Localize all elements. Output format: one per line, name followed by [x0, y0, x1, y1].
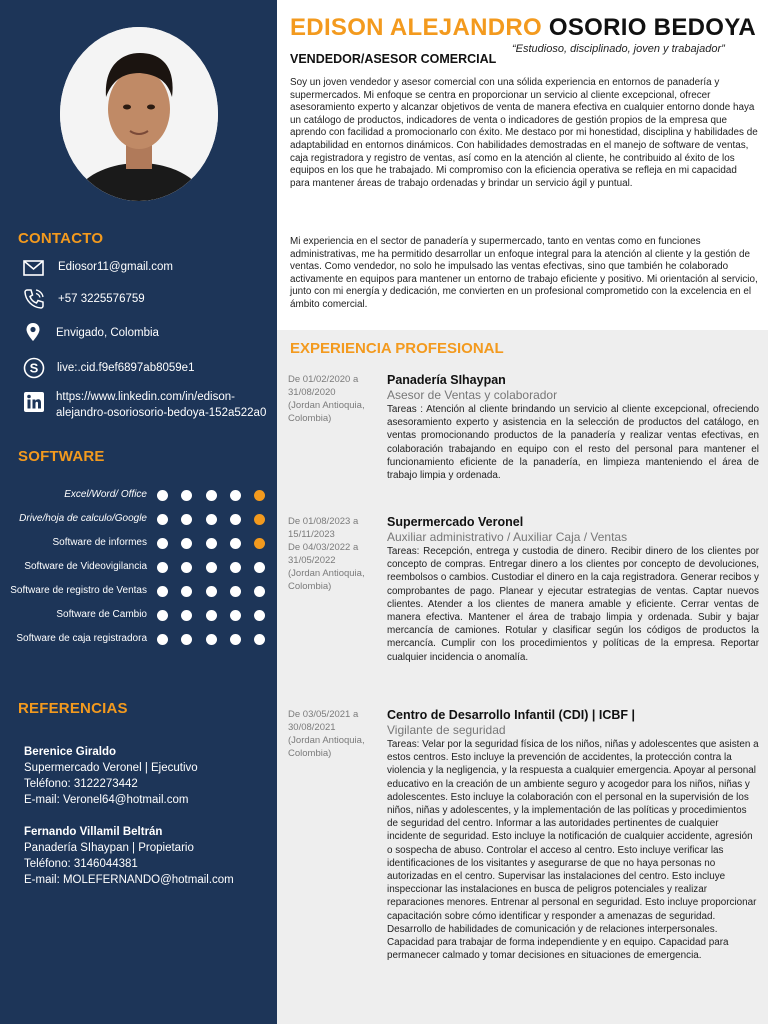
skill-level-dot [254, 514, 265, 525]
contact-linkedin-row [22, 390, 272, 424]
skill-level-dot [181, 586, 192, 597]
skill-level-dot [230, 562, 241, 573]
reference-phone: Teléfono: 3146044381 [24, 858, 138, 870]
skill-level-dot [181, 538, 192, 549]
software-skill-label: Software de Cambio [56, 609, 147, 620]
skill-level-dot [230, 634, 241, 645]
profile-photo [60, 27, 218, 201]
job-position: Asesor de Ventas y colaborador [387, 388, 558, 402]
job-role: VENDEDOR/ASESOR COMERCIAL [290, 52, 497, 66]
reference-phone: Teléfono: 3122273442 [24, 778, 138, 790]
skill-level-dot [157, 586, 168, 597]
envelope-icon [22, 256, 46, 280]
skill-level-dot [230, 610, 241, 621]
skill-level-dot [181, 514, 192, 525]
skill-level-dot [230, 514, 241, 525]
location-pin-icon [22, 321, 46, 345]
linkedin-icon [22, 390, 46, 414]
summary-paragraph: Mi experiencia en el sector de panadería y supermercado, tanto en ventas como en funciones administrativas, me ha permitido desarrollar un enfoque integral para la atención al cliente y la gestión de ventas. Como vendedor, no solo he impulsado las ventas efectivas, sino que también he colaborado activamente en equipos para mantener un entorno de trabajo eficiente y positivo. Mi orientación al servicio, junto con mi energía y dedicación, me convierten en un profesional comprometido con la excelencia en el ámbito comercial. [290, 236, 758, 310]
contact-skype[interactable]: live:.cid.f9ef6897ab8059e1 [57, 362, 195, 374]
contact-skype-row [22, 356, 272, 380]
contact-email-row [22, 256, 272, 280]
software-skill-label: Software de caja registradora [16, 633, 147, 644]
references-section-title: REFERENCIAS [18, 700, 128, 717]
svg-text:S: S [29, 360, 39, 376]
software-skill-label: Software de Videovigilancia [24, 561, 147, 572]
skill-level-dot [206, 538, 217, 549]
skill-level-dot [206, 562, 217, 573]
software-skill-row [0, 583, 277, 599]
reference-company: Supermercado Veronel | Ejecutivo [24, 762, 198, 774]
software-skill-row [0, 535, 277, 551]
linkedin-url-line-2[interactable]: alejandro-osoriosorio-bedoya-152a522a0 [56, 407, 267, 419]
contact-linkedin[interactable] [56, 389, 266, 421]
skill-level-dot [157, 562, 168, 573]
software-skill-row [0, 631, 277, 647]
software-skill-row [0, 511, 277, 527]
job-position: Vigilante de seguridad [387, 723, 506, 737]
skill-level-dot [254, 490, 265, 501]
software-skill-label: Software de informes [52, 537, 147, 548]
full-name [290, 14, 756, 42]
skill-level-dot [157, 514, 168, 525]
job-date: De 03/05/2021 a 30/08/2021 (Jordan Antioquia, Colombia) [288, 709, 365, 759]
job-description: Tareas : Atención al cliente brindando un servicio al cliente excepcional, ofreciendo asesoramiento experto y asistencia en la selección de productos del catálogo, en ventas promocionando productos de la panadería y realizar ventas efectivas, en colaboración trabajando en equipo con el resto del personal para mantener el funcionamiento eficiente de la panadería, en limpieza manteniendo el área de trabajo limpia y ordenada. [387, 404, 759, 482]
software-skill-label: Excel/Word/ Office [64, 489, 147, 500]
skill-level-dot [157, 610, 168, 621]
skill-level-dot [230, 538, 241, 549]
skill-level-dot [230, 490, 241, 501]
skill-level-dot [254, 538, 265, 549]
skill-level-dot [157, 634, 168, 645]
reference-item [24, 744, 198, 808]
reference-email: E-mail: Veronel64@hotmail.com [24, 794, 189, 806]
job-details [387, 373, 759, 482]
linkedin-url-line-1[interactable]: https://www.linkedin.com/in/edison- [56, 391, 235, 403]
software-skill-label: Drive/hoja de calculo/Google [19, 513, 147, 524]
software-skill-row [0, 487, 277, 503]
personal-quote: “Estudioso, disciplinado, joven y trabajador” [512, 43, 725, 55]
job-date: De 01/02/2020 a 31/08/2020 (Jordan Antioquia, Colombia) [288, 374, 365, 424]
summary-paragraph: Soy un joven vendedor y asesor comercial con una sólida experiencia en entornos de panadería y supermercados. Mi enfoque se centra en proporcionar un servicio al cliente excepcional, ofrecer asesoramiento experto y alcanzar objetivos de venta de manera efectiva en cualquier entorno donde haya un catálogo de productos, indicadores de venta o indicadores de gestión propios de la empresa que aprendo con facilidad a promocionarlo con éxito. Me destaco por mi honestidad, disciplina y habilidades de adaptabilidad en entornos dinámicos. Con habilidades demostradas en el manejo de software de ventas, caja registradora y registro de ventas, así como en la atención al cliente, he contribuido al éxito de los equipos en los que he trabajado. Mi compromiso con la eficiencia operativa se refleja en mi capacidad para mantener áreas de trabajo ordenadas y brindar un servicio ágil y puntual. [290, 77, 758, 189]
contact-email[interactable]: Ediosor11@gmail.com [58, 261, 174, 273]
job-details [387, 708, 759, 962]
skill-level-dot [206, 490, 217, 501]
skill-level-dot [181, 562, 192, 573]
skill-level-dot [157, 538, 168, 549]
reference-item [24, 824, 234, 888]
reference-company: Panadería SIhaypan | Propietario [24, 842, 194, 854]
skill-level-dot [157, 490, 168, 501]
job-date: De 01/08/2023 a 15/11/2023 De 04/03/2022 a 31/05/2022 (Jordan Antioquia, Colombia) [288, 516, 365, 592]
phone-icon [22, 287, 46, 311]
skill-level-dot [230, 586, 241, 597]
last-names: OSORIO BEDOYA [548, 14, 756, 41]
skill-level-dot [181, 490, 192, 501]
job-company: Panadería SIhaypan [387, 373, 506, 387]
skill-level-dot [181, 610, 192, 621]
person-portrait-icon [60, 27, 218, 201]
experience-section-title: EXPERIENCIA PROFESIONAL [290, 340, 504, 357]
contact-phone[interactable]: +57 3225576759 [58, 293, 145, 305]
job-description: Tareas: Recepción, entrega y custodia de dinero. Recibir dinero de los clientes por concepto de compras. Entregar dinero a los clientes por concepto de devoluciones, reembolsos o cambios. Custodiar el dinero en la caja registradora. Generar recibos y comprobantes de pago. Planear y ejecutar estrategias de ventas. Captar nuevos clientes. Atender a los clientes de manera amable y eficiente. Cerrar ventas de manera efectiva. Mantener el área de trabajo limpia y ordenada. Subir y bajar mercancía de camiones. Rotular y clasificar según los códigos de productos la mercancía. Cumplir con los procedimientos y políticas de la empresa. Reportar cualquier incidencia o anomalía. [387, 546, 759, 663]
contact-phone-row [22, 287, 272, 311]
software-skill-row [0, 559, 277, 575]
skill-level-dot [206, 514, 217, 525]
job-company: Supermercado Veronel [387, 515, 524, 529]
job-description: Tareas: Velar por la seguridad física de los niños, niñas y adolescentes que asisten a estos centros. Esto incluye la prevención de accidentes, la protección contra la violencia y la negligencia, y la respuesta a cualquier emergencia. Apoyar al personal educativo en la creación de un ambiente seguro y acogedor para los niños, niñas y adolescentes. Esto incluye la colaboración con el personal en la supervisión de los niños, niñas y adolescentes, y la implementación de las políticas y procedimientos de seguridad del centro. Informar a las autoridades pertinentes de cualquier incidente de seguridad. Esto incluye la notificación de cualquier accidente, agresión o sospecha de abuso. Controlar el acceso al centro. Esto incluye verificar las identificaciones de los visitantes y asegurarse de que no haya personas no autorizadas en el centro. Supervisar las instalaciones del centro. Esto incluye inspeccionar las instalaciones en busca de peligros potenciales y realizar reparaciones menores. Entrenar al personal en seguridad. Esto incluye proporcionar capacitación sobre cómo identificar y responder a amenazas de seguridad. Desarrollo de habilidades de comunicación y de relaciones interpersonales. Capacidad para trabajar de forma independiente y en equipo. Capacidad para permanecer calmado y tomar decisiones en situaciones de emergencia. [387, 739, 759, 962]
job-company: Centro de Desarrollo Infantil (CDI) | ICBF | [387, 708, 635, 722]
sidebar [0, 0, 277, 1024]
software-skill-row [0, 607, 277, 623]
reference-name: Fernando Villamil Beltrán [24, 826, 163, 838]
job-details [387, 515, 759, 664]
skill-level-dot [254, 586, 265, 597]
skill-level-dot [206, 586, 217, 597]
skill-level-dot [181, 634, 192, 645]
contact-location-row [22, 321, 272, 345]
skype-icon [22, 356, 46, 380]
contact-section-title: CONTACTO [18, 230, 104, 247]
skill-level-dot [206, 610, 217, 621]
reference-email: E-mail: MOLEFERNANDO@hotmail.com [24, 874, 234, 886]
software-section-title: SOFTWARE [18, 448, 105, 465]
software-skill-label: Software de registro de Ventas [10, 585, 147, 596]
skill-level-dot [254, 610, 265, 621]
first-names: EDISON ALEJANDRO [290, 14, 542, 41]
skill-level-dot [254, 562, 265, 573]
contact-location: Envigado, Colombia [56, 327, 159, 339]
skill-level-dot [206, 634, 217, 645]
job-position: Auxiliar administrativo / Auxiliar Caja / Ventas [387, 530, 628, 544]
skill-level-dot [254, 634, 265, 645]
reference-name: Berenice Giraldo [24, 746, 117, 758]
